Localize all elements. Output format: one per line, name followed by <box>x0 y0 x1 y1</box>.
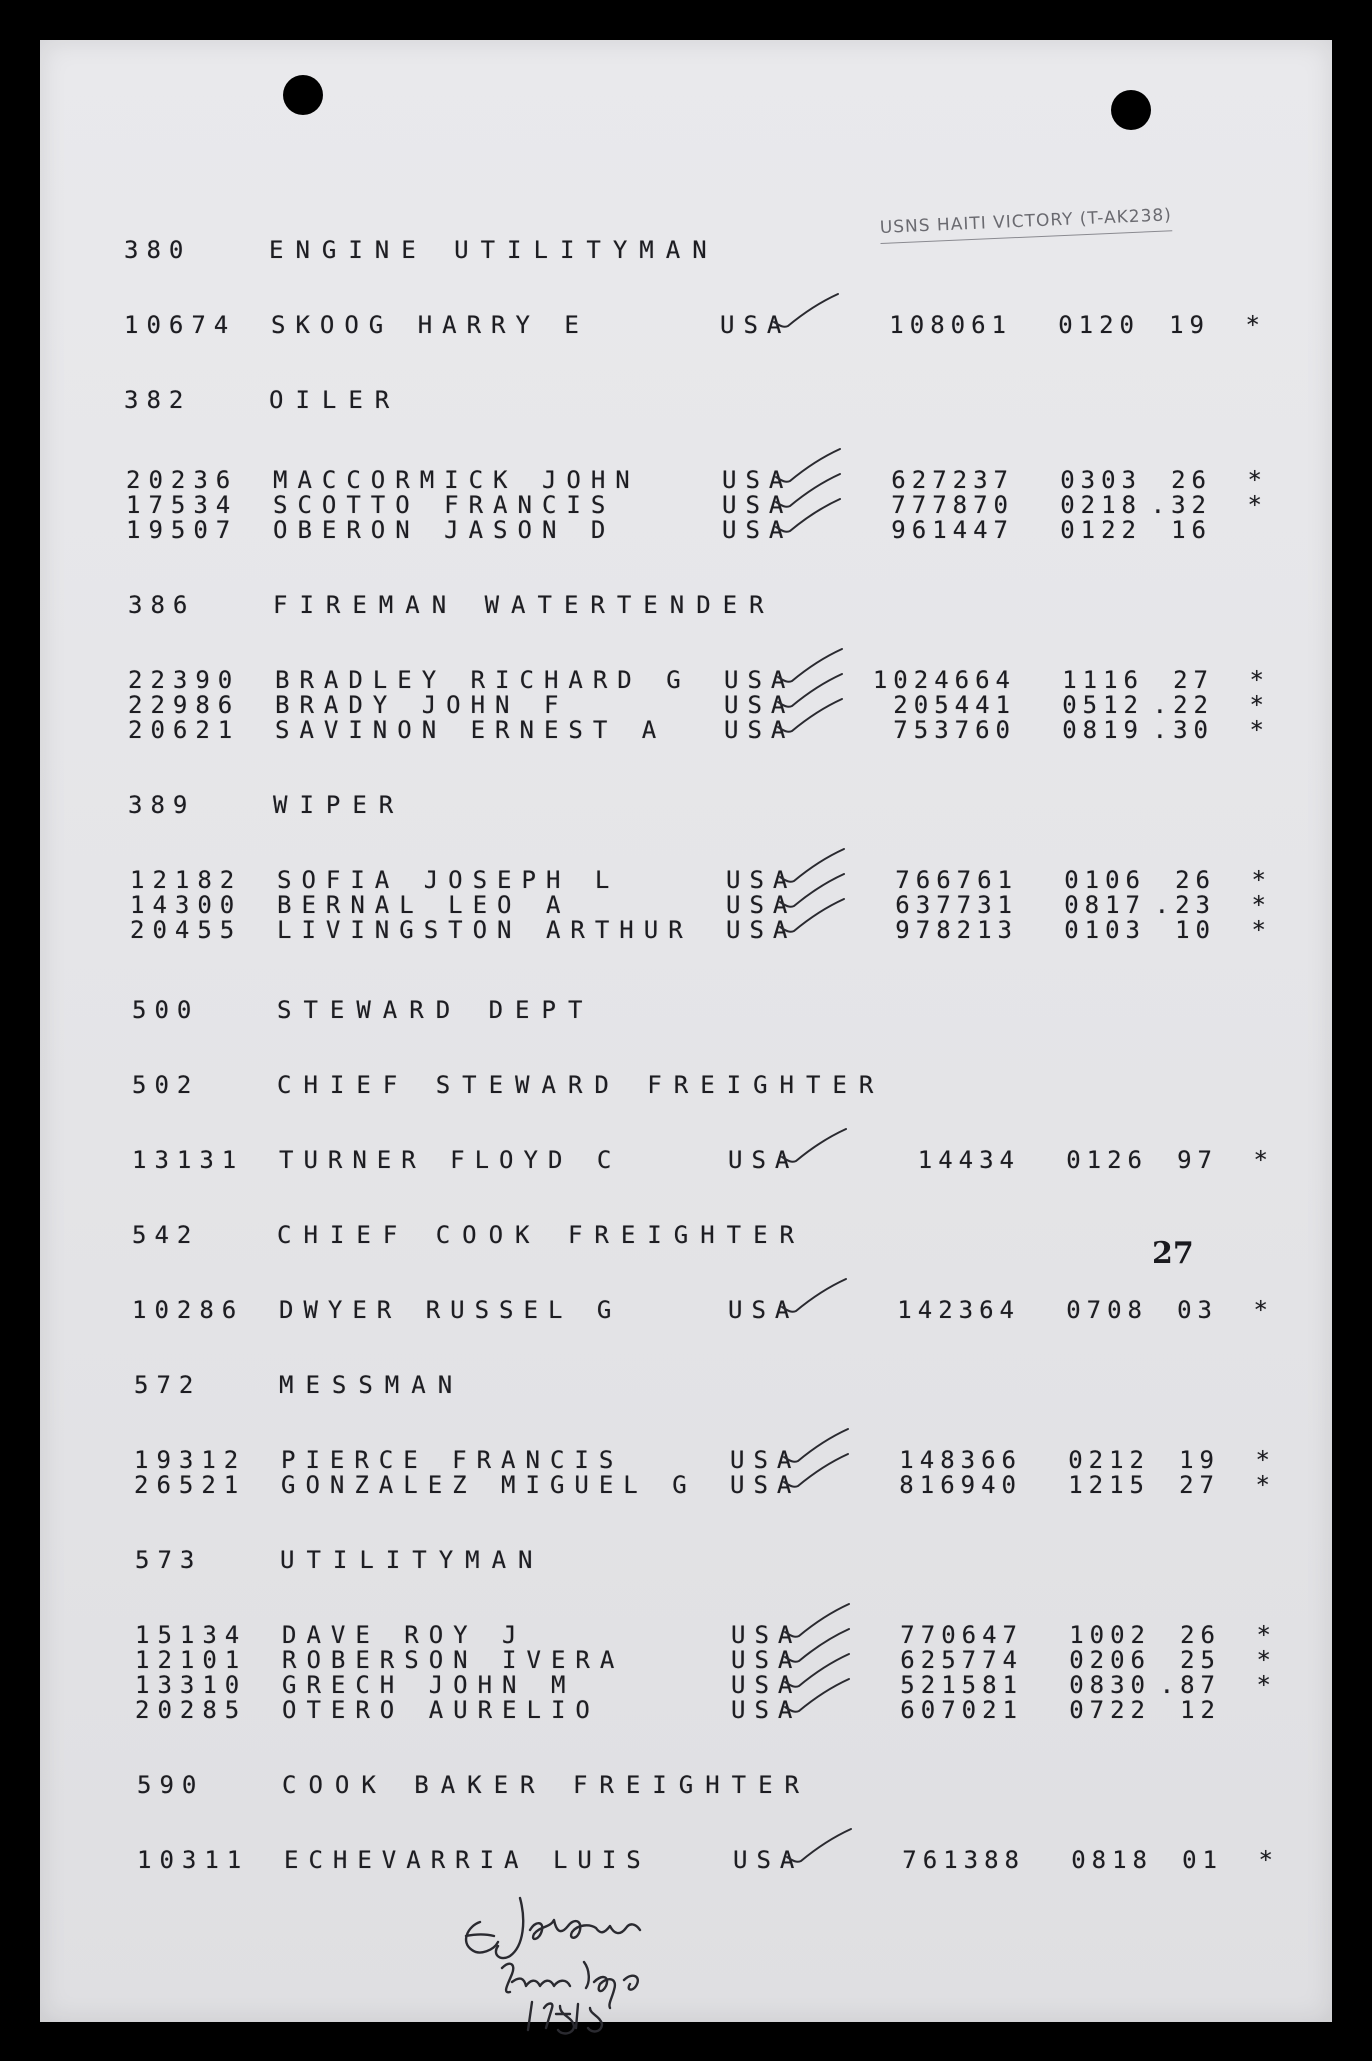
ship-name-stamp: USNS HAITI VICTORY (T-AK238) <box>879 205 1172 244</box>
crew-name: DWYER RUSSEL G <box>279 1296 622 1324</box>
section-header <box>124 235 1024 265</box>
crew-name: GRECH JOHN M <box>282 1671 576 1699</box>
rating-code: 389 <box>128 791 196 819</box>
asterisk-mark: * <box>1249 691 1264 719</box>
asterisk-mark: * <box>1249 666 1264 694</box>
crew-name: TURNER FLOYD C <box>279 1146 622 1174</box>
count-value: 03 <box>1177 1296 1218 1324</box>
crew-number: 20455 <box>130 916 243 944</box>
section-header <box>137 1770 1037 1800</box>
count-value: 25 <box>1180 1646 1221 1674</box>
crew-number: 12182 <box>130 866 243 894</box>
crew-number: 12101 <box>135 1646 248 1674</box>
asterisk-mark: * <box>1247 491 1262 519</box>
nationality: USA <box>728 1146 799 1174</box>
punch-hole-right <box>1111 90 1151 130</box>
date-code: 0212 <box>1068 1446 1150 1474</box>
nationality: USA <box>730 1471 801 1499</box>
date-code: 0830 <box>1069 1671 1151 1699</box>
rating-title: WIPER <box>273 791 406 819</box>
section-header <box>132 1070 1032 1100</box>
nationality: USA <box>722 491 793 519</box>
section-header <box>132 995 1032 1025</box>
crew-name: OTERO AURELIO <box>282 1696 600 1724</box>
crew-number: 20285 <box>135 1696 248 1724</box>
crew-name: GONZALEZ MIGUEL G <box>281 1471 697 1499</box>
crew-number: 19312 <box>134 1446 247 1474</box>
crew-row <box>132 1295 1268 1325</box>
nationality: USA <box>722 516 793 544</box>
crew-number: 13131 <box>132 1146 245 1174</box>
crew-number: 13310 <box>135 1671 248 1699</box>
rating-code: 380 <box>124 236 192 264</box>
nationality: USA <box>731 1621 802 1649</box>
asterisk-mark: * <box>1255 1446 1270 1474</box>
check-mark-icon <box>778 897 846 935</box>
date-code: 0103 <box>1064 916 1146 944</box>
document-number: 625774 <box>900 1646 1023 1674</box>
date-code: 0819 <box>1062 716 1144 744</box>
nationality: USA <box>733 1846 804 1874</box>
rating-code: 590 <box>137 1771 205 1799</box>
count-value: 10 <box>1175 916 1216 944</box>
rating-title: FIREMAN WATERTENDER <box>273 591 776 619</box>
rating-title: COOK BAKER FREIGHTER <box>282 1771 811 1799</box>
rating-title: MESSMAN <box>279 1371 465 1399</box>
nationality: USA <box>731 1671 802 1699</box>
rating-title: UTILITYMAN <box>280 1546 545 1574</box>
crew-number: 19507 <box>126 516 239 544</box>
crew-name: SAVINON ERNEST A <box>275 716 667 744</box>
crew-row <box>137 1845 1273 1875</box>
inspector-signature <box>450 1890 760 2045</box>
crew-number: 26521 <box>134 1471 247 1499</box>
rating-code: 572 <box>134 1371 202 1399</box>
crew-number: 10674 <box>124 311 237 339</box>
document-number: 1024664 <box>872 666 1016 694</box>
rating-code: 386 <box>128 591 196 619</box>
date-code: 0206 <box>1069 1646 1151 1674</box>
crew-name: DAVE ROY J <box>282 1621 527 1649</box>
crew-row <box>132 1145 1268 1175</box>
count-value: 12 <box>1180 1696 1221 1724</box>
asterisk-mark: * <box>1253 1296 1268 1324</box>
date-code: 0722 <box>1069 1696 1151 1724</box>
rating-title: STEWARD DEPT <box>277 996 595 1024</box>
crew-row <box>135 1695 1271 1725</box>
date-code: 0818 <box>1071 1846 1153 1874</box>
crew-number: 22986 <box>128 691 241 719</box>
section-header <box>128 790 1028 820</box>
document-number: 142364 <box>897 1296 1020 1324</box>
count-value: 16 <box>1171 516 1212 544</box>
crew-number: 15134 <box>135 1621 248 1649</box>
document-number: 205441 <box>893 691 1016 719</box>
nationality: USA <box>730 1446 801 1474</box>
nationality: USA <box>724 666 795 694</box>
section-header <box>135 1545 1035 1575</box>
document-number: 766761 <box>895 866 1018 894</box>
rating-code: 573 <box>135 1546 203 1574</box>
date-code: 0106 <box>1064 866 1146 894</box>
crew-number: 10286 <box>132 1296 245 1324</box>
rating-title: ENGINE UTILITYMAN <box>269 236 719 264</box>
document-number: 627237 <box>891 466 1014 494</box>
crew-number: 14300 <box>130 891 243 919</box>
check-mark-icon <box>780 1277 848 1315</box>
nationality: USA <box>722 466 793 494</box>
section-header <box>134 1370 1034 1400</box>
crew-name: SCOTTO FRANCIS <box>273 491 616 519</box>
section-header <box>128 590 1028 620</box>
date-code: 0817 <box>1064 891 1146 919</box>
crew-name: ECHEVARRIA LUIS <box>284 1846 651 1874</box>
crew-number: 20621 <box>128 716 241 744</box>
crew-row <box>130 915 1266 945</box>
nationality: USA <box>728 1296 799 1324</box>
crew-name: BERNAL LEO A <box>277 891 571 919</box>
rating-code: 502 <box>132 1071 200 1099</box>
crew-name: OBERON JASON D <box>273 516 616 544</box>
count-value: .30 <box>1152 716 1214 744</box>
nationality: USA <box>731 1646 802 1674</box>
crew-name: BRADLEY RICHARD G <box>275 666 691 694</box>
nationality: USA <box>726 891 797 919</box>
asterisk-mark: * <box>1256 1621 1271 1649</box>
count-value: 19 <box>1179 1446 1220 1474</box>
crew-row <box>124 310 1260 340</box>
document-number: 108061 <box>889 311 1012 339</box>
rating-title: CHIEF COOK FREIGHTER <box>277 1221 806 1249</box>
count-value: 26 <box>1180 1621 1221 1649</box>
section-header <box>124 385 1024 415</box>
count-value: .87 <box>1159 1671 1221 1699</box>
document-page <box>40 40 1332 2022</box>
date-code: 1002 <box>1069 1621 1151 1649</box>
check-mark-icon <box>776 697 844 735</box>
asterisk-mark: * <box>1249 716 1264 744</box>
asterisk-mark: * <box>1255 1471 1270 1499</box>
nationality: USA <box>731 1696 802 1724</box>
crew-name: ROBERSON IVERA <box>282 1646 625 1674</box>
crew-row <box>134 1470 1270 1500</box>
document-number: 770647 <box>900 1621 1023 1649</box>
document-number: 816940 <box>899 1471 1022 1499</box>
asterisk-mark: * <box>1253 1146 1268 1174</box>
count-value: 27 <box>1173 666 1214 694</box>
asterisk-mark: * <box>1247 466 1262 494</box>
document-number: 607021 <box>900 1696 1023 1724</box>
crew-name: LIVINGSTON ARTHUR <box>277 916 693 944</box>
crew-number: 17534 <box>126 491 239 519</box>
rating-code: 500 <box>132 996 200 1024</box>
crew-number: 10311 <box>137 1846 250 1874</box>
count-value: .22 <box>1152 691 1214 719</box>
rating-code: 542 <box>132 1221 200 1249</box>
rating-title: CHIEF STEWARD FREIGHTER <box>277 1071 886 1099</box>
date-code: 1116 <box>1062 666 1144 694</box>
document-number: 753760 <box>893 716 1016 744</box>
section-header <box>132 1220 1032 1250</box>
crew-name: PIERCE FRANCIS <box>281 1446 624 1474</box>
punch-hole-left <box>283 75 323 115</box>
crew-name: SKOOG HARRY E <box>271 311 589 339</box>
check-mark-icon <box>772 292 840 330</box>
nationality: USA <box>724 716 795 744</box>
document-number: 777870 <box>891 491 1014 519</box>
date-code: 1215 <box>1068 1471 1150 1499</box>
check-mark-icon <box>783 1677 851 1715</box>
page-number: 27 <box>1152 1236 1194 1271</box>
crew-number: 22390 <box>128 666 241 694</box>
asterisk-mark: * <box>1258 1846 1273 1874</box>
document-number: 978213 <box>895 916 1018 944</box>
document-number: 521581 <box>900 1671 1023 1699</box>
asterisk-mark: * <box>1251 866 1266 894</box>
count-value: .32 <box>1150 491 1212 519</box>
rating-title: OILER <box>269 386 402 414</box>
asterisk-mark: * <box>1256 1646 1271 1674</box>
date-code: 0512 <box>1062 691 1144 719</box>
document-number: 637731 <box>895 891 1018 919</box>
nationality: USA <box>726 866 797 894</box>
check-mark-icon <box>780 1127 848 1165</box>
count-value: 26 <box>1171 466 1212 494</box>
count-value: 27 <box>1179 1471 1220 1499</box>
check-mark-icon <box>782 1452 850 1490</box>
date-code: 0303 <box>1060 466 1142 494</box>
asterisk-mark: * <box>1245 311 1260 339</box>
crew-row <box>126 515 1262 545</box>
date-code: 0218 <box>1060 491 1142 519</box>
date-code: 0708 <box>1066 1296 1148 1324</box>
count-value: 97 <box>1177 1146 1218 1174</box>
nationality: USA <box>720 311 791 339</box>
crew-name: SOFIA JOSEPH L <box>277 866 620 894</box>
asterisk-mark: * <box>1251 916 1266 944</box>
rating-code: 382 <box>124 386 192 414</box>
date-code: 0122 <box>1060 516 1142 544</box>
nationality: USA <box>724 691 795 719</box>
check-mark-icon <box>785 1827 853 1865</box>
crew-name: BRADY JOHN F <box>275 691 569 719</box>
date-code: 0126 <box>1066 1146 1148 1174</box>
date-code: 0120 <box>1058 311 1140 339</box>
asterisk-mark: * <box>1256 1671 1271 1699</box>
check-mark-icon <box>774 497 842 535</box>
document-number: 14434 <box>917 1146 1020 1174</box>
count-value: 26 <box>1175 866 1216 894</box>
crew-row <box>128 715 1264 745</box>
document-number: 961447 <box>891 516 1014 544</box>
count-value: .23 <box>1154 891 1216 919</box>
document-number: 148366 <box>899 1446 1022 1474</box>
document-number: 761388 <box>902 1846 1025 1874</box>
crew-number: 20236 <box>126 466 239 494</box>
asterisk-mark: * <box>1251 891 1266 919</box>
count-value: 01 <box>1182 1846 1223 1874</box>
count-value: 19 <box>1169 311 1210 339</box>
crew-name: MACCORMICK JOHN <box>273 466 640 494</box>
nationality: USA <box>726 916 797 944</box>
